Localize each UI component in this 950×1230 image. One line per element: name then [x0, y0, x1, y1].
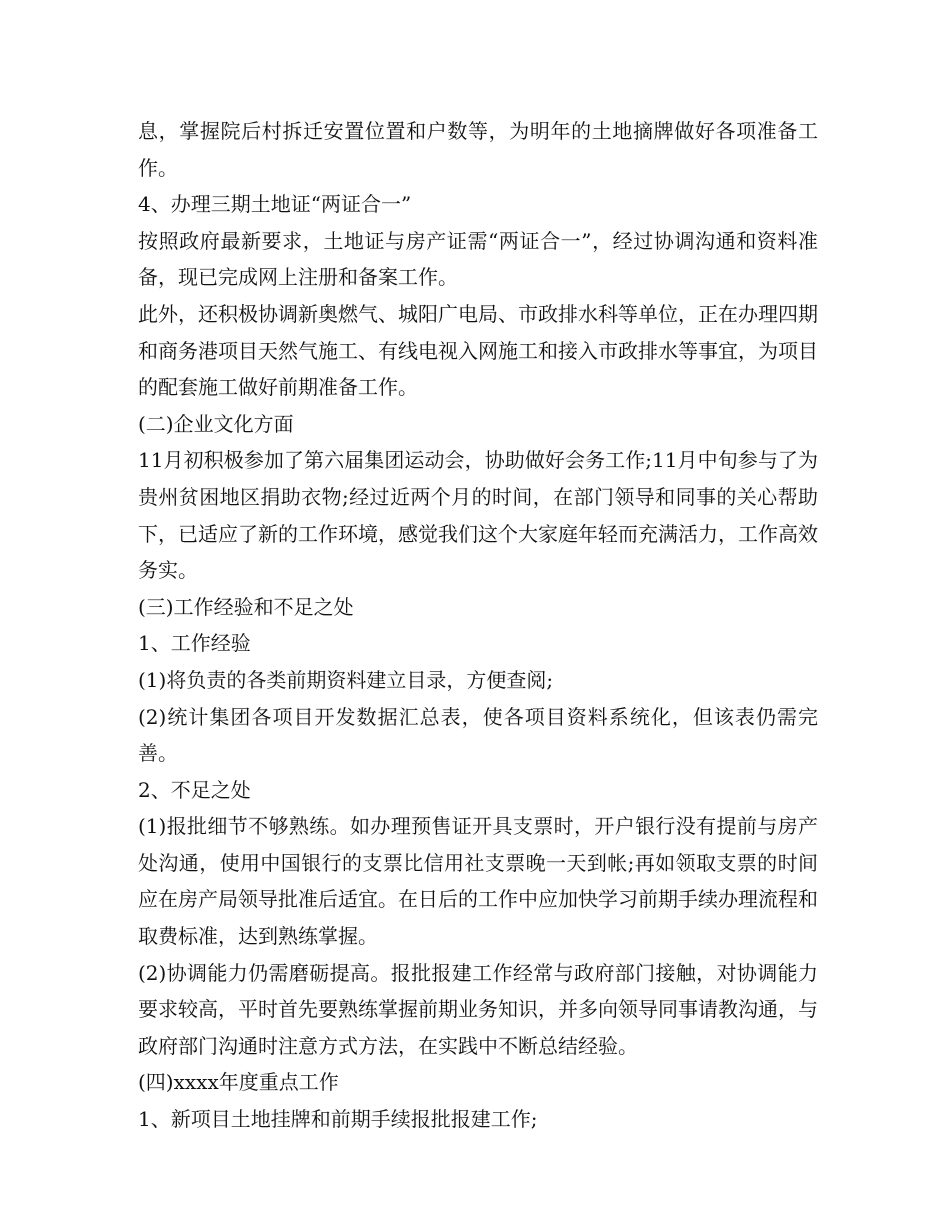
list-item-key-work-1: 1、新项目土地挂牌和前期手续报批报建工作; — [138, 1107, 538, 1132]
list-item-shortcoming-1: (1)报批细节不够熟练。如办理预售证开具支票时，开户银行没有提前与房产处沟通，使用中国银行的支票比信用社支票晚一天到帐;再如领取支票的时间应在房产局领导批准后适宜。在日后的工作中应加快学习前期手续办理流程和取费标准，达到熟练掌握。 — [138, 814, 818, 949]
paragraph-coordination: 此外，还积极协调新奥燃气、城阳广电局、市政排水科等单位，正在办理四期和商务港项目天然气施工、有线电视入网施工和接入市政排水等事宜，为项目的配套施工做好前期准备工作。 — [138, 301, 818, 400]
list-item-experience-1: (1)将负责的各类前期资料建立目录，方便查阅; — [138, 667, 554, 692]
heading-work-experience: 1、工作经验 — [138, 631, 251, 656]
heading-shortcomings: 2、不足之处 — [138, 777, 251, 802]
heading-key-work: (四)xxxx年度重点工作 — [138, 1070, 339, 1095]
heading-experience-shortcomings: (三)工作经验和不足之处 — [138, 594, 354, 619]
heading-land-certificate: 4、办理三期土地证“两证合一” — [138, 192, 412, 217]
list-item-shortcoming-2: (2)协调能力仍需磨砺提高。报批报建工作经常与政府部门接触，对协调能力要求较高，平时首先要熟练掌握前期业务知识，并多向领导同事请教沟通，与政府部门沟通时注意方式方法，在实践中不断总结经验。 — [138, 960, 818, 1058]
paragraph-two-certificates: 按照政府最新要求，土地证与房产证需“两证合一”，经过协调沟通和资料准备，现已完成网上注册和备案工作。 — [138, 228, 818, 290]
document-body — [138, 113, 818, 1138]
list-item-experience-2: (2)统计集团各项目开发数据汇总表，使各项目资料系统化，但该表仍需完善。 — [138, 704, 818, 766]
heading-corporate-culture: (二)企业文化方面 — [138, 411, 294, 436]
paragraph-corporate-culture: 11月初积极参加了第六届集团运动会，协助做好会务工作;11月中旬参与了为贵州贫困地区捐助衣物;经过近两个月的时间，在部门领导和同事的关心帮助下，已适应了新的工作环境，感觉我们这个大家庭年轻而充满活力，工作高效务实。 — [138, 448, 818, 583]
paragraph-demolition-info: 息，掌握院后村拆迁安置位置和户数等，为明年的土地摘牌做好各项准备工作。 — [138, 119, 818, 180]
